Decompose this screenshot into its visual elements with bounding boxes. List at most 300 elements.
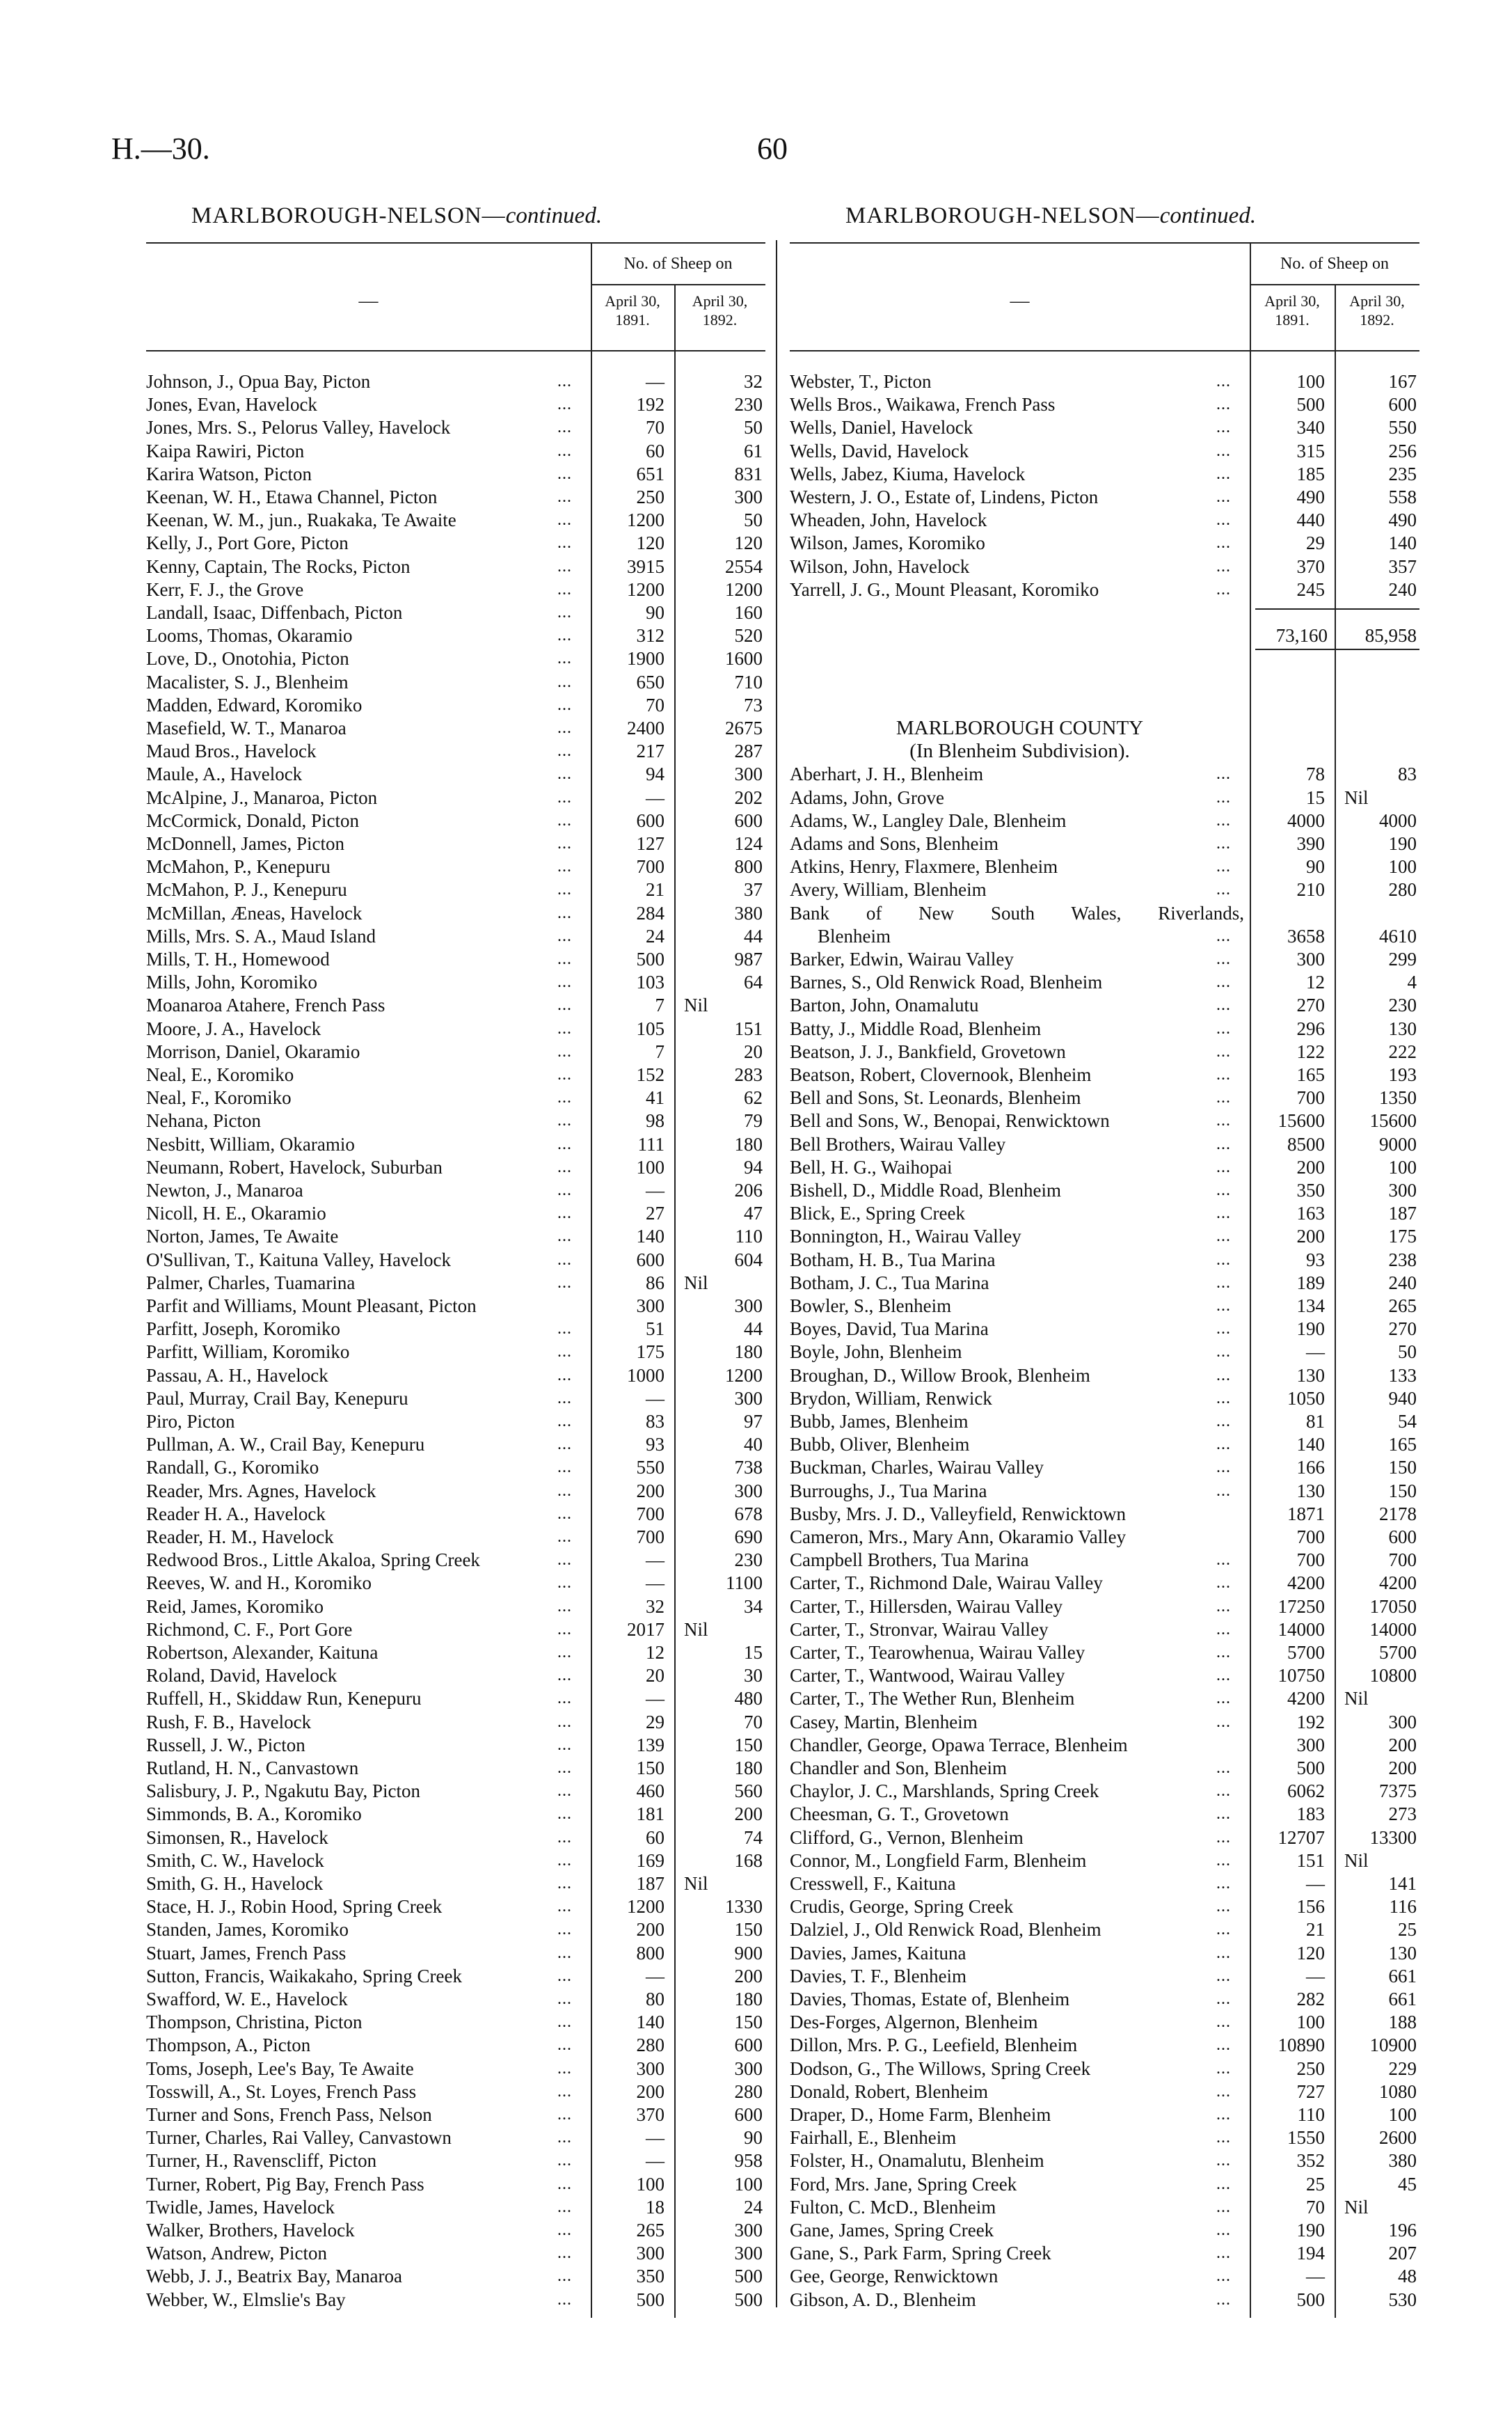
table-row-1892: 94 xyxy=(744,1156,763,1178)
table-row-1892: 600 xyxy=(734,809,763,831)
table-row-1892: 661 xyxy=(1388,1965,1417,1986)
table-row-1891: 700 xyxy=(1296,1087,1325,1109)
table-row-1891: — xyxy=(646,787,665,808)
table-row-1892: 25 xyxy=(1398,1919,1417,1941)
leader-dots: ... xyxy=(1216,1759,1231,1777)
leader-dots: ... xyxy=(557,1620,572,1638)
table-row-1891: 100 xyxy=(1296,371,1325,392)
table-row-1891: 600 xyxy=(636,1249,665,1270)
table-row-1892: 73 xyxy=(744,694,763,716)
header-top-rule xyxy=(790,242,1419,244)
table-row-name: Boyes, David, Tua Marina xyxy=(790,1318,989,1340)
leader-dots: ... xyxy=(1216,1042,1231,1061)
leader-dots: ... xyxy=(1216,1066,1231,1084)
table-row-name: Wheaden, John, Havelock xyxy=(790,510,987,531)
table-row-name: Salisbury, J. P., Ngakutu Bay, Picton xyxy=(146,1780,421,1802)
table-row-1892: Nil xyxy=(684,1873,708,1894)
table-row-1892: 15600 xyxy=(1369,1110,1417,1132)
leader-dots: ... xyxy=(1216,1943,1231,1962)
table-row-name: McDonnell, James, Picton xyxy=(146,833,344,854)
table-row-1891: 250 xyxy=(1296,2057,1325,2079)
table-row-name: Davies, James, Kaituna xyxy=(790,1942,966,1964)
table-row-1892: 300 xyxy=(1388,1180,1417,1201)
table-row-1892: 100 xyxy=(1388,856,1417,878)
leader-dots: ... xyxy=(1216,1320,1231,1338)
table-row-1892: 202 xyxy=(734,787,763,808)
table-row-1892: 1080 xyxy=(1379,2080,1417,2102)
table-row-name: Kenny, Captain, The Rocks, Picton xyxy=(146,555,411,577)
table-row-1891: 245 xyxy=(1296,578,1325,600)
table-row-1891: 1200 xyxy=(627,578,665,600)
header-col1-line2: 1891. xyxy=(615,311,650,329)
table-row-1891: 3915 xyxy=(627,555,665,577)
leader-dots: ... xyxy=(1216,1250,1231,1269)
table-row-1892: 240 xyxy=(1388,1272,1417,1293)
leader-dots: ... xyxy=(1216,557,1231,576)
table-row-name: Masefield, W. T., Manaroa xyxy=(146,718,347,738)
table-row-1891: 12 xyxy=(646,1642,665,1663)
leader-dots: ... xyxy=(557,1135,572,1153)
table-row-1891: 25 xyxy=(1306,2173,1325,2195)
table-row-1892: 9000 xyxy=(1379,1133,1417,1155)
table-row-name: Reader, Mrs. Agnes, Havelock xyxy=(146,1480,376,1501)
table-row-1891: 12 xyxy=(1306,972,1325,993)
table-row-1892: 120 xyxy=(734,532,763,554)
header-col1-line1: April 30, xyxy=(605,292,660,310)
leader-dots: ... xyxy=(557,2013,572,2032)
table-row-1892: Nil xyxy=(1344,787,1369,808)
table-row-1891: 370 xyxy=(1296,555,1325,577)
table-row-name: Pullman, A. W., Crail Bay, Kenepuru xyxy=(146,1434,425,1455)
table-row-1891: 200 xyxy=(1296,1156,1325,1178)
leader-dots: ... xyxy=(1216,1990,1231,2008)
table-row-1891: 1200 xyxy=(627,510,665,531)
leader-dots: ... xyxy=(557,1597,572,1616)
table-row-1892: 124 xyxy=(734,833,763,854)
table-row-name: Twidle, James, Havelock xyxy=(146,2196,335,2218)
table-row-1891: 17250 xyxy=(1278,1595,1325,1617)
table-row-1892: 265 xyxy=(1388,1295,1417,1316)
table-row-1892: Nil xyxy=(1344,2196,1369,2218)
table-row-name: Passau, A. H., Havelock xyxy=(146,1364,328,1386)
leader-dots: ... xyxy=(557,1320,572,1338)
table-row-1892: 299 xyxy=(1388,949,1417,970)
leader-dots: ... xyxy=(1216,2267,1231,2286)
leader-dots: ... xyxy=(557,1066,572,1084)
leader-dots: ... xyxy=(557,903,572,922)
table-row-1891: 20 xyxy=(646,1665,665,1687)
table-row-1891: 105 xyxy=(636,1018,665,1039)
table-row-name: Crudis, George, Spring Creek xyxy=(790,1896,1014,1918)
leader-dots: ... xyxy=(557,1504,572,1523)
table-row-1892: 300 xyxy=(734,1387,763,1409)
leader-dots: ... xyxy=(557,2267,572,2286)
table-row-1892: 2675 xyxy=(725,718,763,738)
table-row-name: Nicoll, H. E., Okaramio xyxy=(146,1203,326,1224)
table-row-name: Norton, James, Te Awaite xyxy=(146,1226,339,1247)
table-row-name: Paul, Murray, Crail Bay, Kenepuru xyxy=(146,1387,408,1409)
table-row-1892: 140 xyxy=(1388,532,1417,554)
table-row-1891: 21 xyxy=(1306,1919,1325,1941)
table-row-1892: 200 xyxy=(1388,1757,1417,1778)
table-row-1891: 83 xyxy=(646,1411,665,1432)
table-row-name-multiline xyxy=(790,902,1244,948)
table-row-name: Simonsen, R., Havelock xyxy=(146,1826,328,1848)
section-title-suffix: continued. xyxy=(1159,203,1257,228)
leader-dots: ... xyxy=(557,464,572,483)
table-row-1891: 390 xyxy=(1296,833,1325,854)
leader-dots: ... xyxy=(557,1158,572,1176)
table-row-1892: 900 xyxy=(734,1942,763,1964)
table-row-name: Smith, C. W., Havelock xyxy=(146,1849,324,1871)
table-row-1891: 130 xyxy=(1296,1480,1325,1501)
table-row-name: Reader H. A., Havelock xyxy=(146,1503,326,1524)
table-row-name: Beatson, J. J., Bankfield, Grovetown xyxy=(790,1041,1066,1062)
table-row-1891: 440 xyxy=(1296,510,1325,531)
table-row-name: Connor, M., Longfield Farm, Blenheim xyxy=(790,1849,1087,1871)
table-row-1891: 700 xyxy=(636,856,665,878)
leader-dots: ... xyxy=(1216,1574,1231,1593)
table-row-1891: 4200 xyxy=(1287,1688,1325,1709)
leader-dots: ... xyxy=(1216,1158,1231,1176)
leader-dots: ... xyxy=(557,2082,572,2101)
leader-dots: ... xyxy=(557,950,572,968)
table-row-name: Adams, W., Langley Dale, Blenheim xyxy=(790,809,1067,831)
table-row-name: O'Sullivan, T., Kaituna Valley, Havelock xyxy=(146,1249,452,1270)
table-row-1891: 700 xyxy=(636,1503,665,1524)
table-row-name: Rush, F. B., Havelock xyxy=(146,1711,312,1732)
table-row-name: Keenan, W. M., jun., Ruakaka, Te Awaite xyxy=(146,510,456,531)
table-row-1892: 300 xyxy=(734,1295,763,1316)
table-row-1891: 250 xyxy=(636,487,665,507)
leader-dots: ... xyxy=(1216,1019,1231,1038)
table-row-1892: 1330 xyxy=(725,1896,763,1918)
table-row-1891: 1000 xyxy=(627,1364,665,1386)
table-row-name: Barton, John, Onamalutu xyxy=(790,995,979,1016)
table-row-1891: 93 xyxy=(1306,1249,1325,1270)
table-row-1892: 100 xyxy=(1388,1156,1417,1178)
leader-dots: ... xyxy=(1216,880,1231,899)
table-row-name: Gibson, A. D., Blenheim xyxy=(790,2289,976,2310)
leader-dots: ... xyxy=(557,1343,572,1361)
table-row-1892: 1350 xyxy=(1379,1087,1417,1109)
header-group-label: No. of Sheep on xyxy=(623,255,733,273)
table-row-name: Smith, G. H., Havelock xyxy=(146,1873,324,1894)
leader-dots: ... xyxy=(557,1759,572,1777)
table-row-1891: 140 xyxy=(636,1226,665,1247)
leader-dots: ... xyxy=(557,996,572,1015)
table-row-name: Webb, J. J., Beatrix Bay, Manaroa xyxy=(146,2266,402,2287)
table-row-name: Bell, H. G., Waihopai xyxy=(790,1156,953,1178)
table-row-1891: 81 xyxy=(1306,1411,1325,1432)
table-row-1892: 200 xyxy=(734,1803,763,1825)
table-row-1892: 240 xyxy=(1388,578,1417,600)
leader-dots: ... xyxy=(1216,1643,1231,1661)
table-row-1891: 352 xyxy=(1296,2150,1325,2172)
leader-dots: ... xyxy=(1216,1458,1231,1477)
table-row-1892: 357 xyxy=(1388,555,1417,577)
table-row-name: Dalziel, J., Old Renwick Road, Blenheim xyxy=(790,1919,1101,1941)
leader-dots: ... xyxy=(1216,835,1231,853)
table-row-name: Gee, George, Renwicktown xyxy=(790,2266,998,2287)
table-row-1892: 97 xyxy=(744,1411,763,1432)
leader-dots: ... xyxy=(557,1019,572,1038)
leader-dots: ... xyxy=(557,1112,572,1130)
table-row-1892: 738 xyxy=(734,1457,763,1478)
table-row-1892: 710 xyxy=(734,671,763,693)
leader-dots: ... xyxy=(557,2106,572,2124)
leader-dots: ... xyxy=(557,695,572,714)
table-row-1891: 800 xyxy=(636,1942,665,1964)
table-row-1892: 2600 xyxy=(1379,2127,1417,2149)
table-row-name: Robertson, Alexander, Kaituna xyxy=(146,1642,379,1663)
leader-dots: ... xyxy=(557,2197,572,2216)
table-row-1891: 350 xyxy=(1296,1180,1325,1201)
table-row-1891: 70 xyxy=(1306,2196,1325,2218)
table-row-name: Chaylor, J. C., Marshlands, Spring Creek xyxy=(790,1780,1099,1802)
table-row-1892: 230 xyxy=(1388,995,1417,1016)
leader-dots: ... xyxy=(557,534,572,553)
table-row-1891: — xyxy=(646,1688,665,1709)
table-row-name: Moanaroa Atahere, French Pass xyxy=(146,995,385,1016)
table-row-1891: 134 xyxy=(1296,1295,1325,1316)
leader-dots: ... xyxy=(557,1366,572,1384)
leader-dots: ... xyxy=(1216,1551,1231,1570)
table-row-name: Neumann, Robert, Havelock, Suburban xyxy=(146,1156,443,1178)
table-row-1892: 190 xyxy=(1388,833,1417,854)
table-row-name: Nesbitt, William, Okaramio xyxy=(146,1133,355,1155)
table-row-1891: 600 xyxy=(636,809,665,831)
leader-dots: ... xyxy=(557,603,572,622)
leader-dots: ... xyxy=(557,1551,572,1570)
table-row-1891: 93 xyxy=(646,1434,665,1455)
table-row-1891: 2400 xyxy=(627,718,665,738)
table-row-1891: 200 xyxy=(1296,1226,1325,1247)
table-row-1892: 116 xyxy=(1389,1896,1417,1918)
table-row-name: Parfit and Williams, Mount Pleasant, Picton xyxy=(146,1295,477,1316)
table-row-1892: 300 xyxy=(734,2243,763,2264)
table-row-1892: 600 xyxy=(734,2104,763,2125)
table-row-1892: 661 xyxy=(1388,1989,1417,2009)
leader-dots: ... xyxy=(1216,1435,1231,1454)
table-row-1892: 20 xyxy=(744,1041,763,1062)
table-row-1891: 550 xyxy=(636,1457,665,1478)
leader-dots: ... xyxy=(557,672,572,691)
table-row-name: Batty, J., Middle Road, Blenheim xyxy=(790,1018,1042,1039)
table-row-name: Campbell Brothers, Tua Marina xyxy=(790,1549,1029,1571)
table-row-1891: 700 xyxy=(636,1526,665,1547)
table-row-1892: 44 xyxy=(744,1318,763,1340)
leader-dots: ... xyxy=(557,2290,572,2309)
table-row-1891: 140 xyxy=(1296,1434,1325,1455)
total-1891: 73,160 xyxy=(1275,625,1328,647)
table-row-1892: 5700 xyxy=(1379,1642,1417,1663)
page-code: H.—30. xyxy=(111,132,210,166)
table-row-name: Blick, E., Spring Creek xyxy=(790,1203,965,1224)
table-row-name: Nehana, Picton xyxy=(146,1110,261,1132)
table-row-name: Cheesman, G. T., Grovetown xyxy=(790,1803,1009,1825)
leader-dots: ... xyxy=(1216,926,1231,945)
table-row-name: Gane, James, Spring Creek xyxy=(790,2220,994,2241)
table-row-1892: 167 xyxy=(1388,371,1417,392)
table-row-1892: 150 xyxy=(734,2012,763,2033)
leader-dots: ... xyxy=(1216,1204,1231,1223)
table-row-1892: 14000 xyxy=(1369,1618,1417,1640)
county-title: MARLBOROUGH COUNTY xyxy=(896,717,1144,739)
table-row-1891: 490 xyxy=(1296,487,1325,507)
leader-dots: ... xyxy=(1216,418,1231,437)
table-row-1892: 300 xyxy=(734,1480,763,1501)
leader-dots: ... xyxy=(557,765,572,784)
leader-dots: ... xyxy=(1216,2082,1231,2101)
table-row-name: Adams and Sons, Blenheim xyxy=(790,833,998,854)
table-row-1892: 150 xyxy=(734,1919,763,1941)
table-row-name: Clifford, G., Vernon, Blenheim xyxy=(790,1826,1024,1848)
table-row-1892: Nil xyxy=(1344,1688,1369,1709)
leader-dots: ... xyxy=(1216,1366,1231,1384)
table-row-1891: 210 xyxy=(1296,879,1325,901)
table-row-1891: 103 xyxy=(636,972,665,993)
table-row-name: Thompson, Christina, Picton xyxy=(146,2012,363,2033)
table-row-1891: 8500 xyxy=(1287,1133,1325,1155)
table-row-1891: 100 xyxy=(636,2173,665,2195)
leader-dots: ... xyxy=(557,1412,572,1430)
table-row-1892: 958 xyxy=(734,2150,763,2172)
leader-dots: ... xyxy=(1216,1297,1231,1315)
table-row-1892: 50 xyxy=(744,510,763,531)
table-row-name: Carter, T., Hillersden, Wairau Valley xyxy=(790,1595,1063,1617)
table-row-1892: 188 xyxy=(1388,2012,1417,2033)
leader-dots: ... xyxy=(557,626,572,645)
leader-dots: ... xyxy=(1216,534,1231,553)
leader-dots: ... xyxy=(557,1712,572,1731)
table-row-name: Bishell, D., Middle Road, Blenheim xyxy=(790,1180,1061,1201)
leader-dots: ... xyxy=(557,1966,572,1985)
table-row-name: Aberhart, J. H., Blenheim xyxy=(790,764,984,785)
table-row-name: Wells, Jabez, Kiuma, Havelock xyxy=(790,463,1026,484)
table-row-name: Dodson, G., The Willows, Spring Creek xyxy=(790,2057,1091,2079)
table-row-name: Morrison, Daniel, Okaramio xyxy=(146,1041,360,1062)
table-row-1892: 256 xyxy=(1388,440,1417,461)
leader-dots: ... xyxy=(557,973,572,992)
table-row-1892: 230 xyxy=(734,394,763,416)
table-row-1892: 130 xyxy=(1388,1942,1417,1964)
table-row-1891: 175 xyxy=(636,1341,665,1363)
table-row-name: Brydon, William, Renwick xyxy=(790,1387,992,1409)
table-row-name: Donald, Robert, Blenheim xyxy=(790,2080,988,2102)
table-row-1892: 380 xyxy=(1388,2150,1417,2172)
table-row-name: McMahon, P., Kenepuru xyxy=(146,856,331,878)
leader-dots: ... xyxy=(557,488,572,506)
table-row-name: Cresswell, F., Kaituna xyxy=(790,1873,956,1894)
table-row-1892: 2554 xyxy=(725,555,763,577)
table-row-1892: 90 xyxy=(744,2127,763,2149)
table-row-name: Chandler, George, Opawa Terrace, Blenheim xyxy=(790,1734,1128,1755)
table-row-name: Watson, Andrew, Picton xyxy=(146,2243,328,2264)
leader-dots: ... xyxy=(1216,511,1231,530)
table-row-name: Keenan, W. H., Etawa Channel, Picton xyxy=(146,487,438,507)
leader-dots: ... xyxy=(557,858,572,876)
table-row-1892: 160 xyxy=(734,602,763,623)
table-row-name: Davies, Thomas, Estate of, Blenheim xyxy=(790,1989,1070,2009)
leader-dots: ... xyxy=(1216,1181,1231,1199)
table-row-name: Wells, David, Havelock xyxy=(790,440,969,461)
table-row-1891: 7 xyxy=(655,1041,665,1062)
table-row-1891: 94 xyxy=(646,764,665,785)
table-row-1891: 500 xyxy=(1296,2289,1325,2310)
name-line-1: Bank of New South Wales, Riverlands, xyxy=(790,902,1244,924)
table-row-name: Bubb, James, Blenheim xyxy=(790,1411,969,1432)
table-row-name: Beatson, Robert, Clovernook, Blenheim xyxy=(790,1064,1092,1085)
table-row-1892: 10800 xyxy=(1369,1665,1417,1687)
table-row-1891: 300 xyxy=(1296,949,1325,970)
table-row-1891: 1050 xyxy=(1287,1387,1325,1409)
table-row-name: Looms, Thomas, Okaramio xyxy=(146,625,353,647)
table-row-1891: 192 xyxy=(636,394,665,416)
leader-dots: ... xyxy=(557,2128,572,2147)
table-row-name: Botham, H. B., Tua Marina xyxy=(790,1249,996,1270)
leader-dots: ... xyxy=(1216,1389,1231,1407)
table-row-1892: 10900 xyxy=(1369,2035,1417,2056)
table-row-name: Standen, James, Koromiko xyxy=(146,1919,349,1941)
table-row-1892: 700 xyxy=(1388,1549,1417,1571)
total-bottom-rule xyxy=(1255,649,1419,650)
table-row-1891: 51 xyxy=(646,1318,665,1340)
table-row-name: Turner, Robert, Pig Bay, French Pass xyxy=(146,2173,424,2195)
table-row-name: Jones, Evan, Havelock xyxy=(146,394,317,416)
table-row-1891: 340 xyxy=(1296,417,1325,439)
table-row-name: Sutton, Francis, Waikakaho, Spring Creek xyxy=(146,1965,463,1986)
table-row-name: Love, D., Onotohia, Picton xyxy=(146,648,349,670)
table-row-1891: 70 xyxy=(646,417,665,439)
leader-dots: ... xyxy=(557,2151,572,2170)
table-row-name: Buckman, Charles, Wairau Valley xyxy=(790,1457,1044,1478)
table-row-1892: 30 xyxy=(744,1665,763,1687)
leader-dots: ... xyxy=(1216,372,1231,390)
header-top-rule xyxy=(146,242,765,244)
leader-dots: ... xyxy=(557,1089,572,1107)
leader-dots: ... xyxy=(1216,1666,1231,1685)
total-1892: 85,958 xyxy=(1364,625,1417,647)
table-row-1892: 530 xyxy=(1388,2289,1417,2310)
table-row-1891: 217 xyxy=(636,741,665,762)
table-row-1892: 1200 xyxy=(725,578,763,600)
leader-dots: ... xyxy=(1216,1782,1231,1801)
leader-dots: ... xyxy=(557,372,572,390)
table-row-1892: 4000 xyxy=(1379,809,1417,831)
table-row-1892: 1600 xyxy=(725,648,763,670)
leader-dots: ... xyxy=(1216,1920,1231,1939)
table-row-name: Avery, William, Blenheim xyxy=(790,879,987,901)
table-row-1892: 678 xyxy=(734,1503,763,1524)
table-row-1891: 15 xyxy=(1306,787,1325,808)
table-row-1891: 200 xyxy=(636,2080,665,2102)
table-row-name: Parfitt, Joseph, Koromiko xyxy=(146,1318,340,1340)
table-row-1891: 194 xyxy=(1296,2243,1325,2264)
table-row-name: Toms, Joseph, Lee's Bay, Te Awaite xyxy=(146,2057,414,2079)
table-row-1891: 284 xyxy=(636,902,665,924)
table-row-1891: — xyxy=(646,1180,665,1201)
table-row-name: Randall, G., Koromiko xyxy=(146,1457,319,1478)
table-row-1891: 18 xyxy=(646,2196,665,2218)
table-row-name: Barnes, S., Old Renwick Road, Blenheim xyxy=(790,972,1103,993)
table-row-1892: 141 xyxy=(1388,1873,1417,1894)
table-row-1892: 560 xyxy=(734,1780,763,1802)
table-row-name: Maule, A., Havelock xyxy=(146,764,303,785)
table-row-1891: 6062 xyxy=(1287,1780,1325,1802)
leader-dots: ... xyxy=(557,1828,572,1847)
leader-dots: ... xyxy=(557,1042,572,1061)
